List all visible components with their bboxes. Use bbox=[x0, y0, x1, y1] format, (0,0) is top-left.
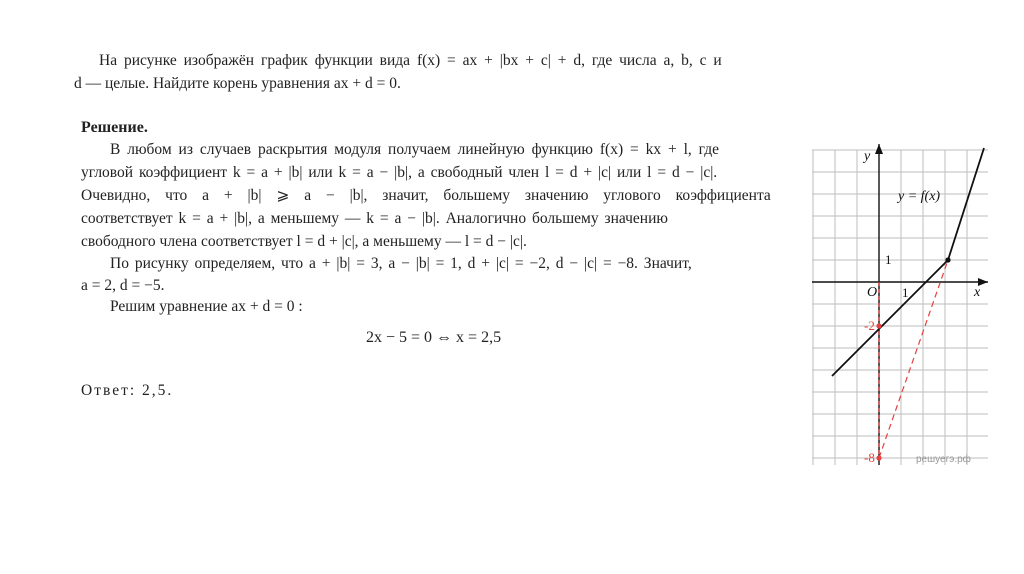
solution-line-3: Очевидно, что a + |b| ⩾ a − |b|, значит, большему значению углового коэффициента bbox=[81, 187, 771, 204]
problem-text-line-1: На рисунке изображён график функции вида f(x) = ax + |bx + c| + d, где числа a, b, c и bbox=[99, 52, 722, 69]
intercept-label-1: -2 bbox=[864, 318, 875, 333]
unit-x-label: 1 bbox=[902, 285, 909, 300]
problem-text-line-2: d — целые. Найдите корень уравнения ax + d = 0. bbox=[74, 75, 401, 92]
solution-line-4: соответствует k = a + |b|, а меньшему — k = a − |b|. Аналогично большему значению bbox=[81, 210, 668, 227]
solution-heading: Решение. bbox=[81, 119, 148, 136]
x-axis-label: x bbox=[974, 285, 981, 300]
solution-line-1: В любом из случаев раскрытия модуля получаем линейную функцию f(x) = kx + l, где bbox=[110, 141, 720, 158]
y-axis-label: y bbox=[864, 149, 871, 164]
intercept-label-2: -8 bbox=[864, 450, 875, 465]
solution-line-6: По рисунку определяем, что a + |b| = 3, a − |b| = 1, d + |c| = −2, d − |c| = −8. Значит, bbox=[110, 255, 692, 272]
solution-line-8: Решим уравнение ax + d = 0 : bbox=[110, 298, 303, 315]
solution-equation: 2x − 5 = 0 ⇔ x = 2,5 bbox=[366, 329, 502, 346]
function-line bbox=[832, 148, 984, 376]
solution-line-5: свободного члена соответствует l = d + |c|, а меньшему — l = d − |c|. bbox=[81, 233, 527, 250]
break-point bbox=[945, 257, 950, 262]
function-label: y = f(x) bbox=[898, 189, 941, 204]
function-graph bbox=[812, 140, 990, 470]
y-axis-arrow-icon bbox=[875, 144, 883, 154]
auxiliary-line bbox=[879, 260, 948, 458]
intercept-point-2 bbox=[876, 455, 881, 460]
origin-label: O bbox=[867, 285, 878, 300]
watermark: решуегэ.рф bbox=[916, 454, 971, 465]
solution-line-7: a = 2, d = −5. bbox=[81, 277, 165, 294]
answer-text: Ответ: 2,5. bbox=[81, 382, 174, 399]
unit-y-label: 1 bbox=[885, 252, 892, 267]
solution-line-2: угловой коэффициент k = a + |b| или k = a − |b|, а свободный член l = d + |c| или l = d − |c|. bbox=[81, 164, 718, 181]
intercept-point-1 bbox=[876, 323, 881, 328]
